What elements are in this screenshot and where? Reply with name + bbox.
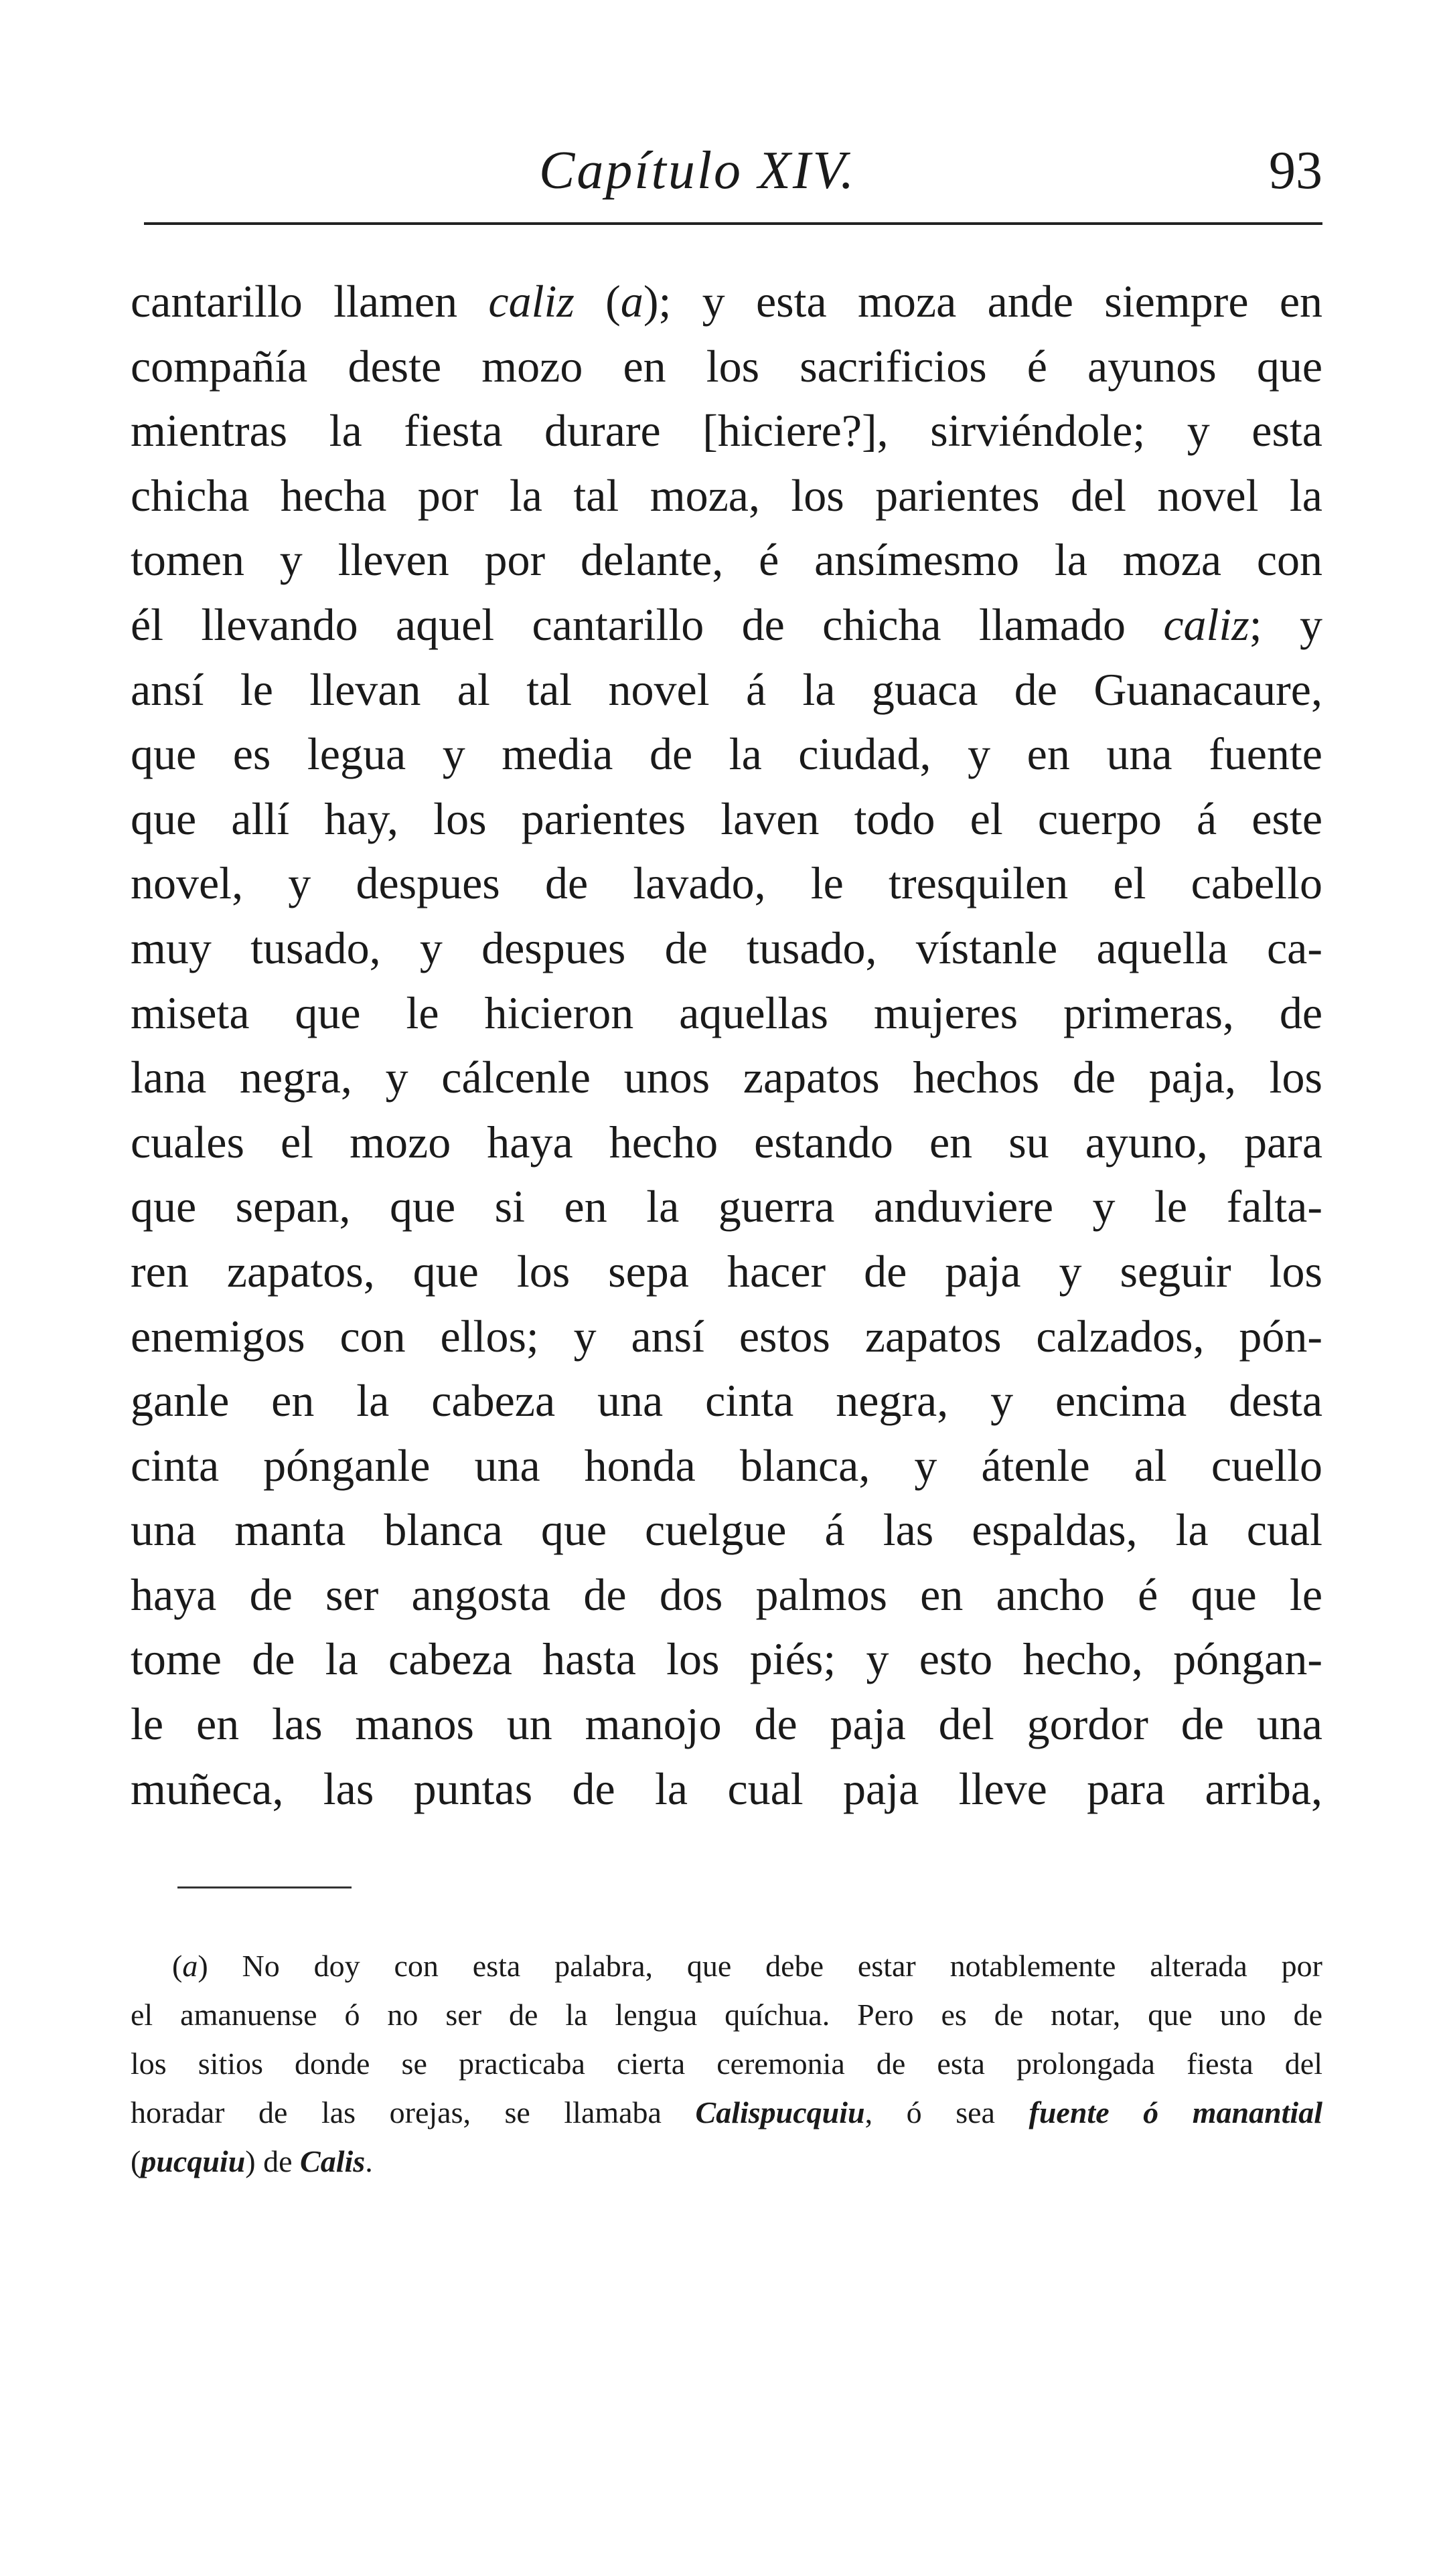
footnote-line: (a) No doy con esta palabra, que debe estar notablemente alterada por (172, 1949, 1322, 1983)
text-line: cuales el mozo haya hecho estando en su ayuno, para (131, 1116, 1322, 1168)
body-text (131, 269, 1322, 1821)
footnote-line: horadar de las orejas, se llamaba Calispucquiu, ó sea fuente ó manantial (131, 2095, 1322, 2129)
running-title: Capítulo XIV. (539, 141, 856, 200)
header-rule (144, 222, 1322, 225)
text-line: que allí hay, los parientes laven todo el cuerpo á este (131, 793, 1322, 844)
text-line: cinta pónganle una honda blanca, y átenle al cuello (131, 1439, 1322, 1491)
text-line: cantarillo llamen caliz (a); y esta moza ande siempre en (131, 276, 1322, 327)
footnote-line: el amanuense ó no ser de la lengua quíchua. Pero es de notar, que uno de (131, 1998, 1322, 2032)
text-line: miseta que le hicieron aquellas mujeres primeras, de (131, 987, 1322, 1038)
footnote-line: (pucquiu) de Calis. (131, 2144, 373, 2178)
footnote-marker: (a) (172, 1949, 208, 1983)
text-line: muñeca, las puntas de la cual paja lleve para arriba, (131, 1763, 1322, 1814)
text-line: ansí le llevan al tal novel á la guaca de Guanacaure, (131, 663, 1322, 715)
text-line: haya de ser angosta de dos palmos en ancho é que le (131, 1568, 1322, 1620)
text-line: compañía deste mozo en los sacrificios é ayunos que (131, 340, 1322, 392)
text-line: tome de la cabeza hasta los piés; y esto hecho, póngan- (131, 1633, 1322, 1685)
text-line: muy tusado, y despues de tusado, vístanle aquella ca- (131, 922, 1322, 973)
text-line: novel, y despues de lavado, le tresquilen el cabello (131, 858, 1322, 909)
text-line: le en las manos un manojo de paja del gordor de una (131, 1698, 1322, 1750)
page-number: 93 (1269, 141, 1322, 200)
text-line: que es legua y media de la ciudad, y en una fuente (131, 728, 1322, 780)
text-line: mientras la fiesta durare [hiciere?], sirviéndole; y esta (131, 405, 1322, 457)
footnote-line: los sitios donde se practicaba cierta ceremonia de esta prolongada fiesta del (131, 2046, 1322, 2081)
text-line: una manta blanca que cuelgue á las espaldas, la cual (131, 1504, 1322, 1556)
text-line: lana negra, y cálcenle unos zapatos hechos de paja, los (131, 1052, 1322, 1103)
running-header (131, 134, 1322, 208)
text-line: chicha hecha por la tal moza, los parientes del novel la (131, 469, 1322, 521)
text-line: que sepan, que si en la guerra anduviere y le falta- (131, 1181, 1322, 1232)
text-line: él llevando aquel cantarillo de chicha llamado caliz; y (131, 598, 1322, 650)
book-page (131, 0, 1322, 2576)
footnote-rule (177, 1886, 352, 1888)
text-line: tomen y lleven por delante, é ansímesmo la moza con (131, 534, 1322, 586)
text-line: ren zapatos, que los sepa hacer de paja y seguir los (131, 1245, 1322, 1297)
text-line: enemigos con ellos; y ansí estos zapatos calzados, pón- (131, 1310, 1322, 1362)
text-line: ganle en la cabeza una cinta negra, y encima desta (131, 1375, 1322, 1427)
footnote (131, 1941, 1322, 2186)
